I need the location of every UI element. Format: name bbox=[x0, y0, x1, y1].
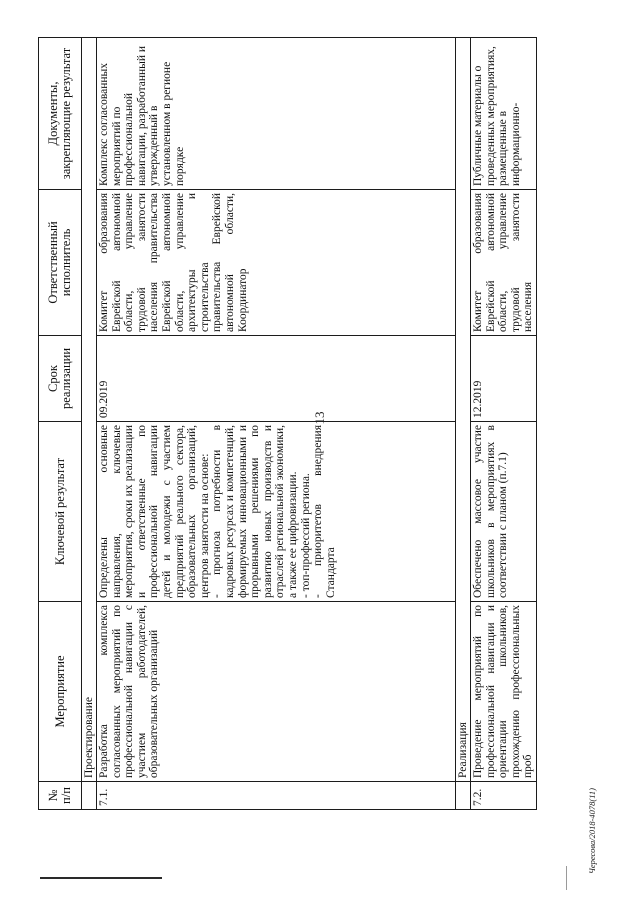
scan-margin-line bbox=[40, 877, 162, 879]
cell-event: Разработка комплекса согласованных мероприятий по профессиональной навигации с участием работодателей, образовательных организаций bbox=[97, 602, 456, 782]
cell-num: 7.1. bbox=[97, 782, 456, 810]
cell-term: 12.2019 bbox=[471, 336, 537, 422]
section-title-design: Проектирование bbox=[82, 38, 97, 782]
cell-executor: Комитет образования Еврейской автономной области, управление трудовой занятости населения bbox=[471, 190, 537, 336]
header-documents: Документы, закрепляющие результат bbox=[39, 38, 82, 190]
cell-event: Проведение мероприятий по профессиональной навигации и ориентации школьников, прохождению профессиональных проб bbox=[471, 602, 537, 782]
header-result: Ключевой результат bbox=[39, 422, 82, 602]
cell-num: 7.2. bbox=[471, 782, 537, 810]
header-num: № п/п bbox=[39, 782, 82, 810]
page-number: 13 bbox=[312, 411, 327, 425]
scan-tick-mark bbox=[566, 866, 567, 890]
section-title-implementation: Реализация bbox=[456, 38, 471, 782]
cell-documents: Комплекс согласованных мероприятий по профессиональной навигации, разработанный и утвержденный в установленном в регионе порядке bbox=[97, 38, 456, 190]
table-row-7-1 bbox=[97, 38, 456, 810]
table-header-row bbox=[39, 38, 82, 810]
header-event: Мероприятие bbox=[39, 602, 82, 782]
section-num-cell bbox=[456, 782, 471, 810]
cell-term: 09.2019 bbox=[97, 336, 456, 422]
measures-table bbox=[38, 37, 537, 810]
section-row-implementation bbox=[456, 38, 471, 810]
cell-executor: Комитет образования Еврейской автономной области, управление трудовой занятости населения правительства Еврейской автономной области, управление архитектуры и строительства правительства Еврейской автономной области, Координатор bbox=[97, 190, 456, 336]
rotated-table-sheet bbox=[38, 38, 535, 810]
section-row-design bbox=[82, 38, 97, 810]
cell-documents: Публичные материалы о проведенных мероприятиях, размещенные в информационно- bbox=[471, 38, 537, 190]
cell-result: Обеспечено массовое участие школьников в мероприятиях в соответствии с планом (п.7.1) bbox=[471, 422, 537, 602]
table-row-7-2 bbox=[471, 38, 537, 810]
header-term: Срок реализации bbox=[39, 336, 82, 422]
cell-result: Определены основные направления, ключевые мероприятия, сроки их реализации и ответственные по профессиональной навигации детей и молодежи с участием предприятий реального сектора, образовательных организаций, центров занятости на основе: - прогноза потребности в кадровых ресурсах и компетенций, формируемых инновационными и прорывными решениями по развитию новых производств и отраслей региональной экономики, а также ее цифровизации. - топ-профессий региона. - приоритетов внедрения Стандарта bbox=[97, 422, 456, 602]
header-executor: Ответственный исполнитель bbox=[39, 190, 82, 336]
document-stamp: Чересова/2018-4078(11) bbox=[587, 788, 597, 874]
section-num-cell bbox=[82, 782, 97, 810]
